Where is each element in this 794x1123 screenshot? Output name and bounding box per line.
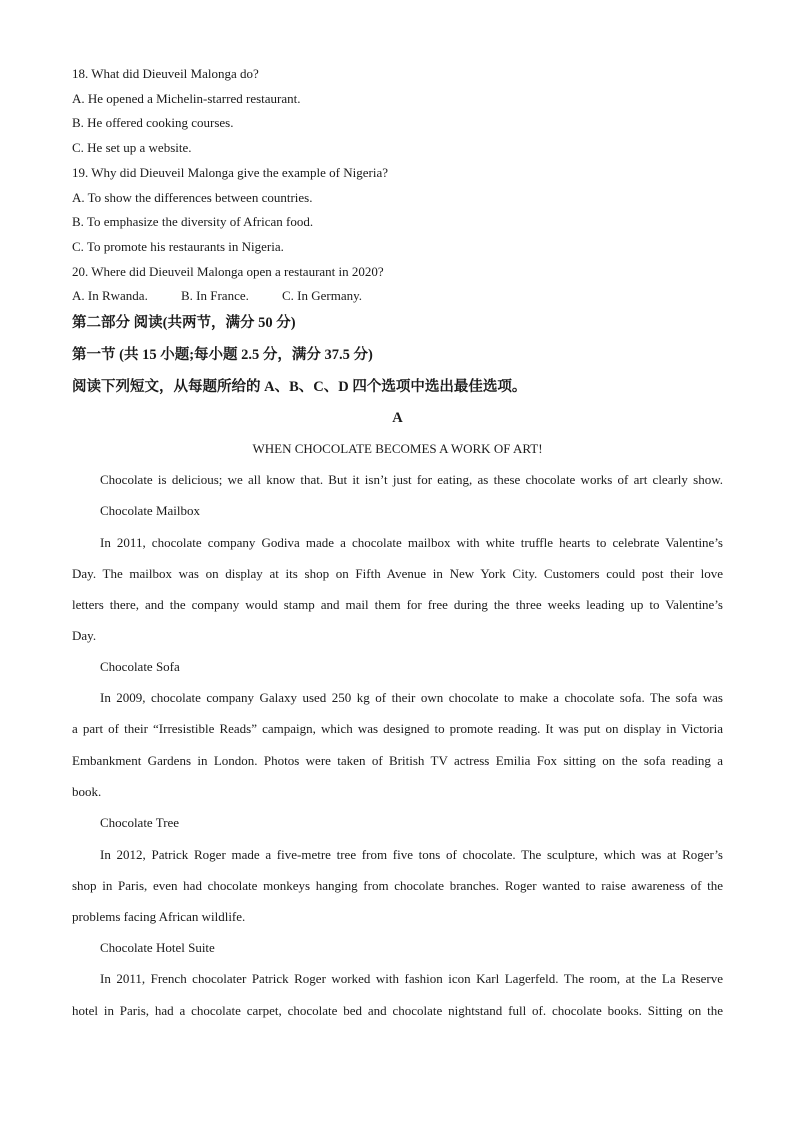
paragraph-line: In 2009, chocolate company Galaxy used 250 kg of their own chocolate to make a chocolate sofa. The sofa was bbox=[100, 690, 723, 705]
question-20-options bbox=[72, 288, 723, 304]
question-19-option-a: A. To show the differences between countries. bbox=[72, 190, 313, 205]
section-heading-hotel-suite: Chocolate Hotel Suite bbox=[100, 940, 215, 955]
paragraph-line: book. bbox=[72, 784, 102, 799]
question-18-stem: 18. What did Dieuveil Malonga do? bbox=[72, 66, 259, 81]
paragraph-line: problems facing African wildlife. bbox=[72, 909, 246, 924]
paragraph-line: Day. The mailbox was on display at its shop on Fifth Avenue in New York City. Customers could post their love bbox=[72, 566, 723, 581]
passage-label: A bbox=[392, 410, 403, 426]
section-instruction: 阅读下列短文，从每题所给的 A、B、C、D 四个选项中选出最佳选项。 bbox=[72, 379, 527, 395]
paragraph-line: hotel in Paris, had a chocolate carpet, chocolate bed and chocolate nightstand full of. chocolate books. Sitting on the bbox=[72, 1003, 723, 1018]
question-19-stem: 19. Why did Dieuveil Malonga give the example of Nigeria? bbox=[72, 165, 388, 180]
part-title: 第二部分 阅读(共两节，满分 50 分) bbox=[72, 315, 296, 331]
section-heading-mailbox: Chocolate Mailbox bbox=[100, 503, 201, 518]
question-19-option-b: B. To emphasize the diversity of African food. bbox=[72, 214, 314, 229]
question-20-option-a: A. In Rwanda. bbox=[72, 288, 148, 303]
paragraph-line: Embankment Gardens in London. Photos were taken of British TV actress Emilia Fox sitting on the sofa reading a bbox=[72, 753, 723, 768]
paragraph-line: In 2011, chocolate company Godiva made a chocolate mailbox with white truffle hearts to celebrate Valentine’s bbox=[100, 535, 723, 550]
passage-intro: Chocolate is delicious; we all know that. But it isn’t just for eating, as these chocolate works of art clearly show. bbox=[100, 472, 723, 487]
question-20-stem: 20. Where did Dieuveil Malonga open a restaurant in 2020? bbox=[72, 264, 384, 279]
paragraph-line: Day. bbox=[72, 628, 97, 643]
question-20-option-c: C. In Germany. bbox=[282, 288, 363, 303]
paragraph-line: In 2011, French chocolater Patrick Roger worked with fashion icon Karl Lagerfeld. The room, at the La Reserve bbox=[100, 971, 723, 986]
paragraph-line: In 2012, Patrick Roger made a five-metre tree from five tons of chocolate. The sculpture, which was at Roger’s bbox=[100, 847, 723, 862]
question-20-option-b: B. In France. bbox=[181, 288, 249, 303]
paragraph-line: shop in Paris, even had chocolate monkeys hanging from chocolate branches. Roger wanted to raise awareness of the bbox=[72, 878, 723, 893]
section-heading-tree: Chocolate Tree bbox=[100, 815, 180, 830]
question-18-option-a: A. He opened a Michelin-starred restaurant. bbox=[72, 91, 301, 106]
question-18-option-b: B. He offered cooking courses. bbox=[72, 115, 234, 130]
question-19-option-c: C. To promote his restaurants in Nigeria. bbox=[72, 239, 284, 254]
question-18-option-c: C. He set up a website. bbox=[72, 140, 192, 155]
paragraph-line: a part of their “Irresistible Reads” campaign, which was designed to promote reading. It was put on display in Victoria bbox=[72, 721, 723, 736]
section-sub-title: 第一节 (共 15 小题;每小题 2.5 分，满分 37.5 分) bbox=[72, 347, 373, 363]
section-heading-sofa: Chocolate Sofa bbox=[100, 659, 180, 674]
passage-title: WHEN CHOCOLATE BECOMES A WORK OF ART! bbox=[252, 441, 543, 456]
paragraph-line: letters there, and the company would stamp and mail them for free during the three weeks leading up to Valentine’s bbox=[72, 597, 723, 612]
